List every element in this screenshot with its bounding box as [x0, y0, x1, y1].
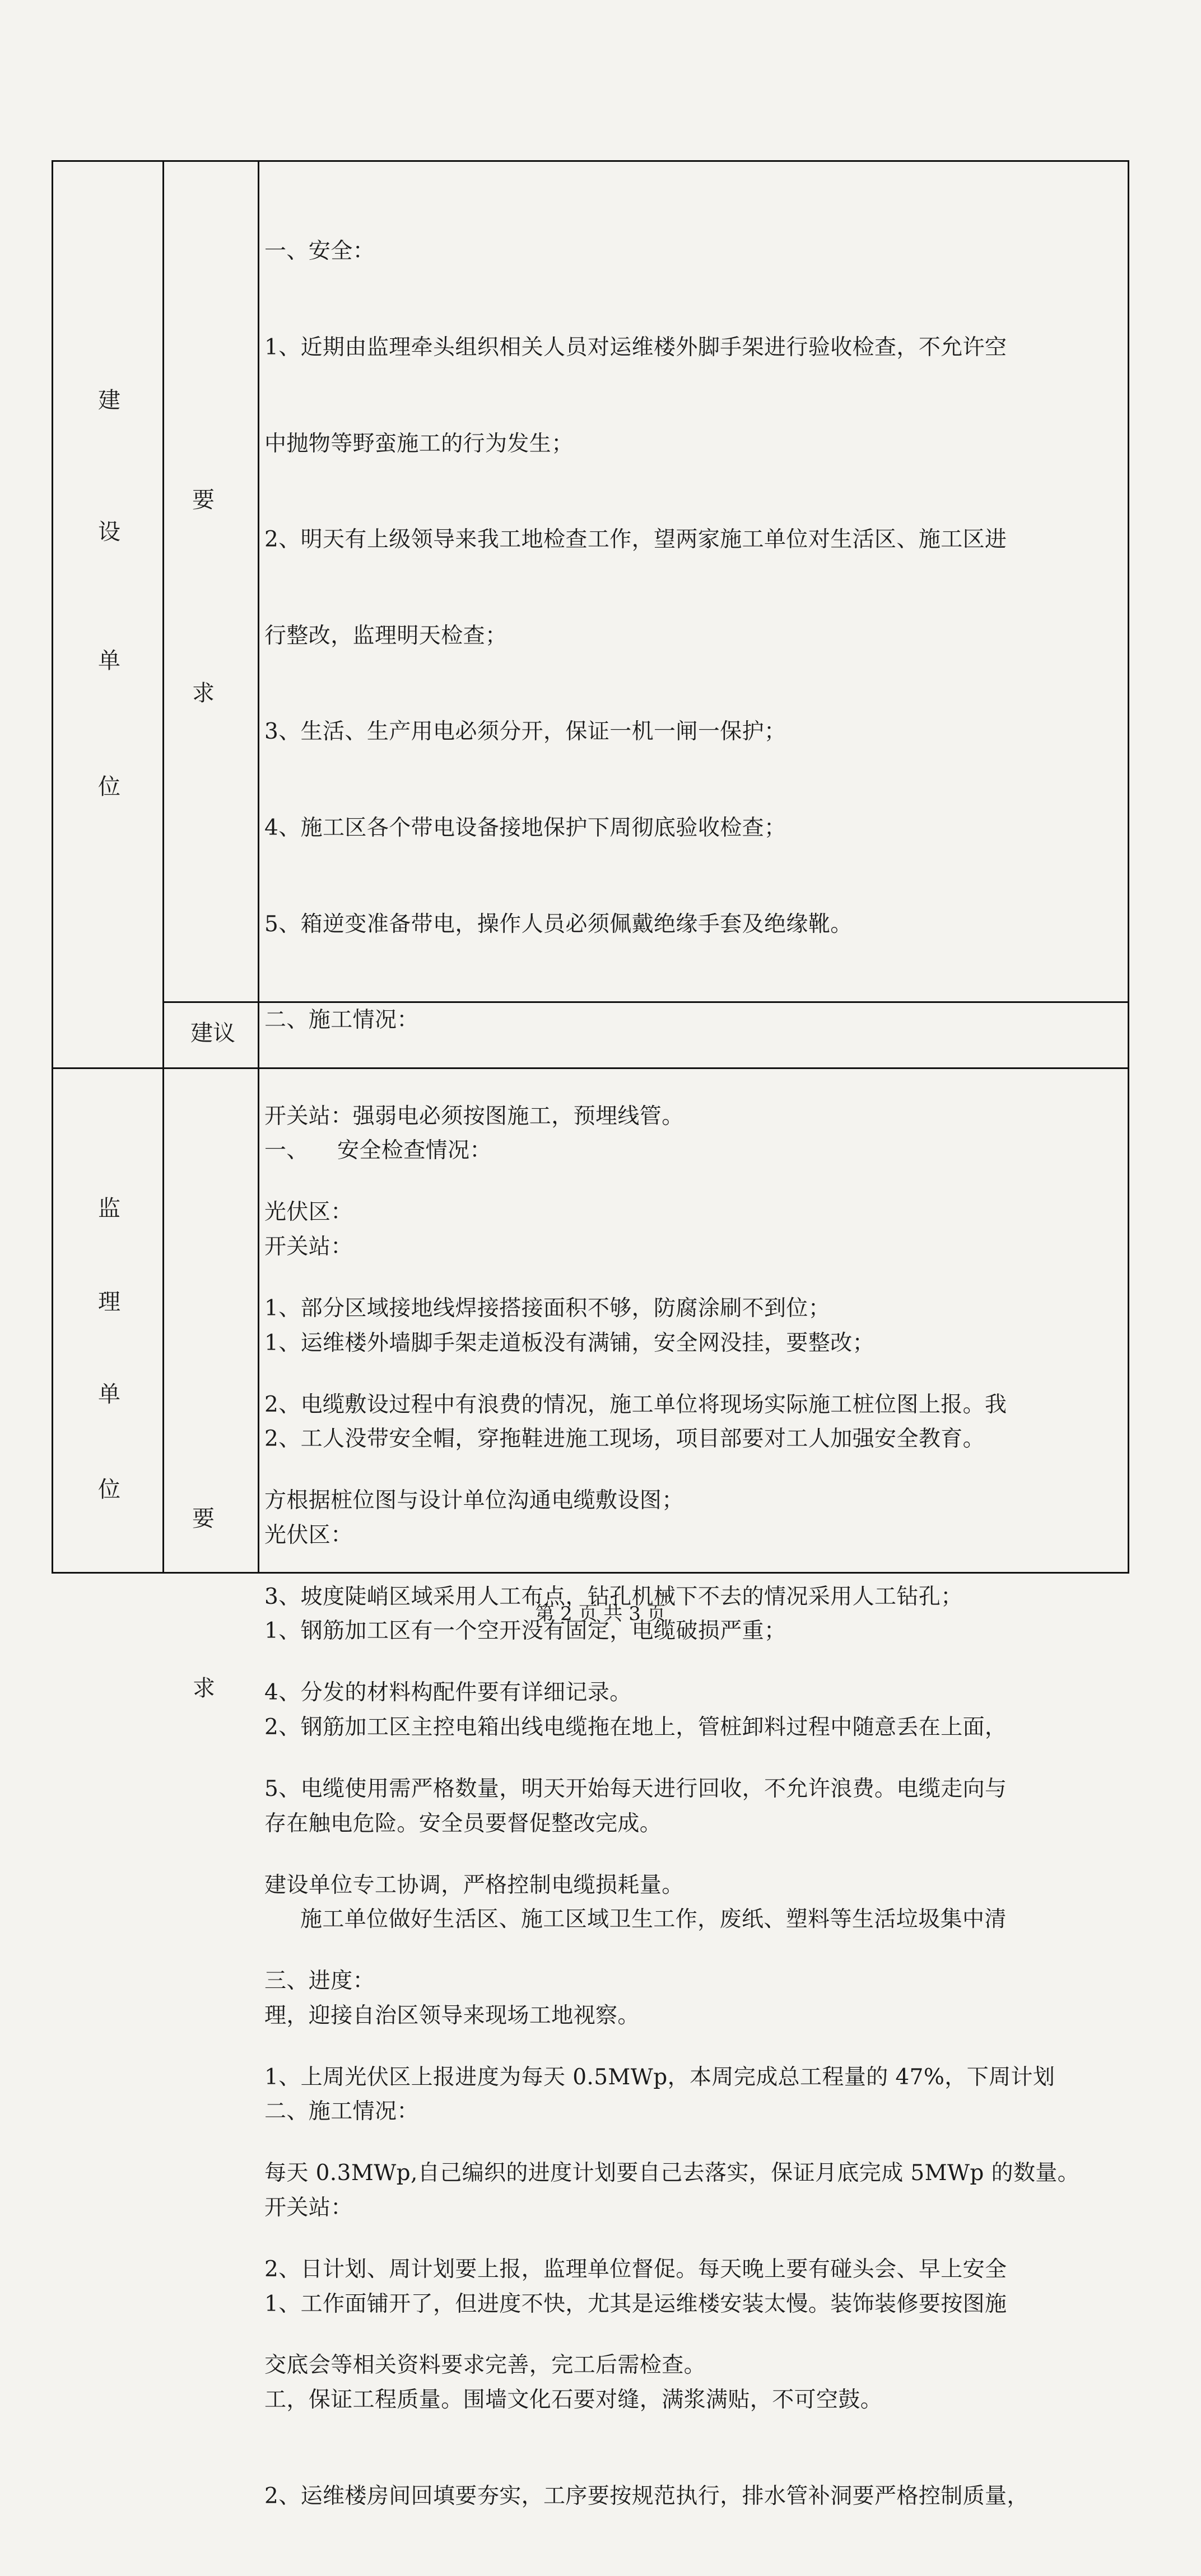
- supervision-requirement-label-char: 要: [192, 1506, 215, 1532]
- text-line: 光伏区：: [264, 1200, 353, 1225]
- text-line: 每天 0.3MWp,自己编织的进度计划要自己去落实，保证月底完成 5MWp 的数量。: [264, 2160, 1080, 2186]
- text-line: 2、运维楼房间回填要夯实，工序要按规范执行，排水管补洞要严格控制质量，: [264, 2483, 1029, 2509]
- construction-unit-label-char: 设: [98, 519, 120, 545]
- text-line: 开关站：: [264, 1234, 353, 1259]
- text-line: 4、施工区各个带电设备接地保护下周彻底验收检查；: [264, 815, 786, 841]
- text-line: 中抛物等野蛮施工的行为发生；: [264, 431, 574, 456]
- text-line: 2、明天有上级领导来我工地检查工作，望两家施工单位对生活区、施工区进: [264, 527, 1007, 553]
- text-line: 存在触电危险。安全员要督促整改完成。: [264, 1810, 662, 1836]
- supervision-unit-label-char: 位: [98, 1477, 120, 1502]
- text-line: 行整改，监理明天检查；: [264, 623, 508, 648]
- text-line: 方根据桩位图与设计单位沟通电缆敷设图；: [264, 1488, 684, 1514]
- supervision-requirement-label-char: 求: [193, 1676, 215, 1701]
- text-line: 二、施工情况：: [264, 2099, 419, 2125]
- construction-requirement-label-char: 求: [192, 680, 215, 706]
- text-line: 3、坡度陡峭区域采用人工布点，钻孔机械下不去的情况采用人工钻孔；: [264, 1584, 963, 1609]
- supervision-unit-label-char: 理: [98, 1289, 120, 1315]
- text-line: 三、进度：: [264, 1968, 375, 1994]
- text-line: 2、工人没带安全帽，穿拖鞋进施工现场，项目部要对工人加强安全教育。: [264, 1426, 985, 1452]
- text-line: 1、部分区域接地线焊接搭接面积不够，防腐涂刷不到位；: [264, 1295, 831, 1321]
- text-line: 1、钢筋加工区有一个空开没有固定，电缆破损严重；: [264, 1618, 786, 1644]
- text-line: 工，保证工程质量。围墙文化石要对缝，满浆满贴，不可空鼓。: [264, 2387, 883, 2413]
- text-line: 1、近期由监理牵头组织相关人员对运维楼外脚手架进行验收检查，不允许空: [264, 335, 1007, 360]
- page-number: 第 2 页 共 3 页: [535, 1603, 666, 1625]
- construction-requirement-label-char: 要: [192, 487, 215, 513]
- suggestion-label: 建议: [190, 1020, 235, 1046]
- text-line: 5、电缆使用需严格数量，明天开始每天进行回收，不允许浪费。电缆走向与: [264, 1776, 1007, 1802]
- construction-unit-label-char: 建: [98, 388, 120, 413]
- construction-unit-label-char: 单: [98, 648, 120, 674]
- text-line: 1、工作面铺开了，但进度不快，尤其是运维楼安装太慢。装饰装修要按图施: [264, 2291, 1007, 2317]
- text-line: 2、钢筋加工区主控电箱出线电缆拖在地上，管桩卸料过程中随意丢在上面，: [264, 1714, 1007, 1740]
- text-line: 理，迎接自治区领导来现场工地视察。: [264, 2003, 640, 2028]
- column-divider: [162, 160, 164, 1574]
- text-line: 3、生活、生产用电必须分开，保证一机一闸一保护；: [264, 719, 786, 745]
- supervision-requirements-text: [264, 1071, 1029, 2576]
- text-line: 2、日计划、周计划要上报，监理单位督促。每天晚上要有碰头会、早上安全: [264, 2256, 1007, 2282]
- text-line: 建设单位专工协调，严格控制电缆损耗量。: [264, 1872, 684, 1898]
- text-line: 一、安全：: [264, 239, 375, 264]
- text-line: 开关站：强弱电必须按图施工，预埋线管。: [264, 1103, 684, 1129]
- text-line: 1、上周光伏区上报进度为每天 0.5MWp，本周完成总工程量的 47%，下周计划: [264, 2064, 1055, 2090]
- text-line: 二、施工情况：: [264, 1007, 419, 1033]
- column-divider: [258, 160, 259, 1574]
- text-line: 交底会等相关资料要求完善，完工后需检查。: [264, 2353, 706, 2378]
- supervision-unit-label-char: 单: [98, 1382, 120, 1407]
- text-line: 光伏区：: [264, 1522, 353, 1548]
- text-line: 5、箱逆变准备带电，操作人员必须佩戴绝缘手套及绝缘靴。: [264, 911, 853, 937]
- text-line: 4、分发的材料构配件要有详细记录。: [264, 1680, 632, 1706]
- text-line: 施工单位做好生活区、施工区域卫生工作，废纸、塑料等生活垃圾集中清: [264, 1907, 1007, 1933]
- text-line: 2、电缆敷设过程中有浪费的情况，施工单位将现场实际施工桩位图上报。我: [264, 1392, 1007, 1417]
- text-line: 开关站：: [264, 2195, 353, 2220]
- text-line: 1、运维楼外墙脚手架走道板没有满铺，安全网没挂，要整改；: [264, 1330, 875, 1356]
- text-line: 一、 安全检查情况：: [264, 1138, 492, 1164]
- construction-unit-label-char: 位: [98, 774, 120, 800]
- supervision-unit-label-char: 监: [98, 1196, 120, 1221]
